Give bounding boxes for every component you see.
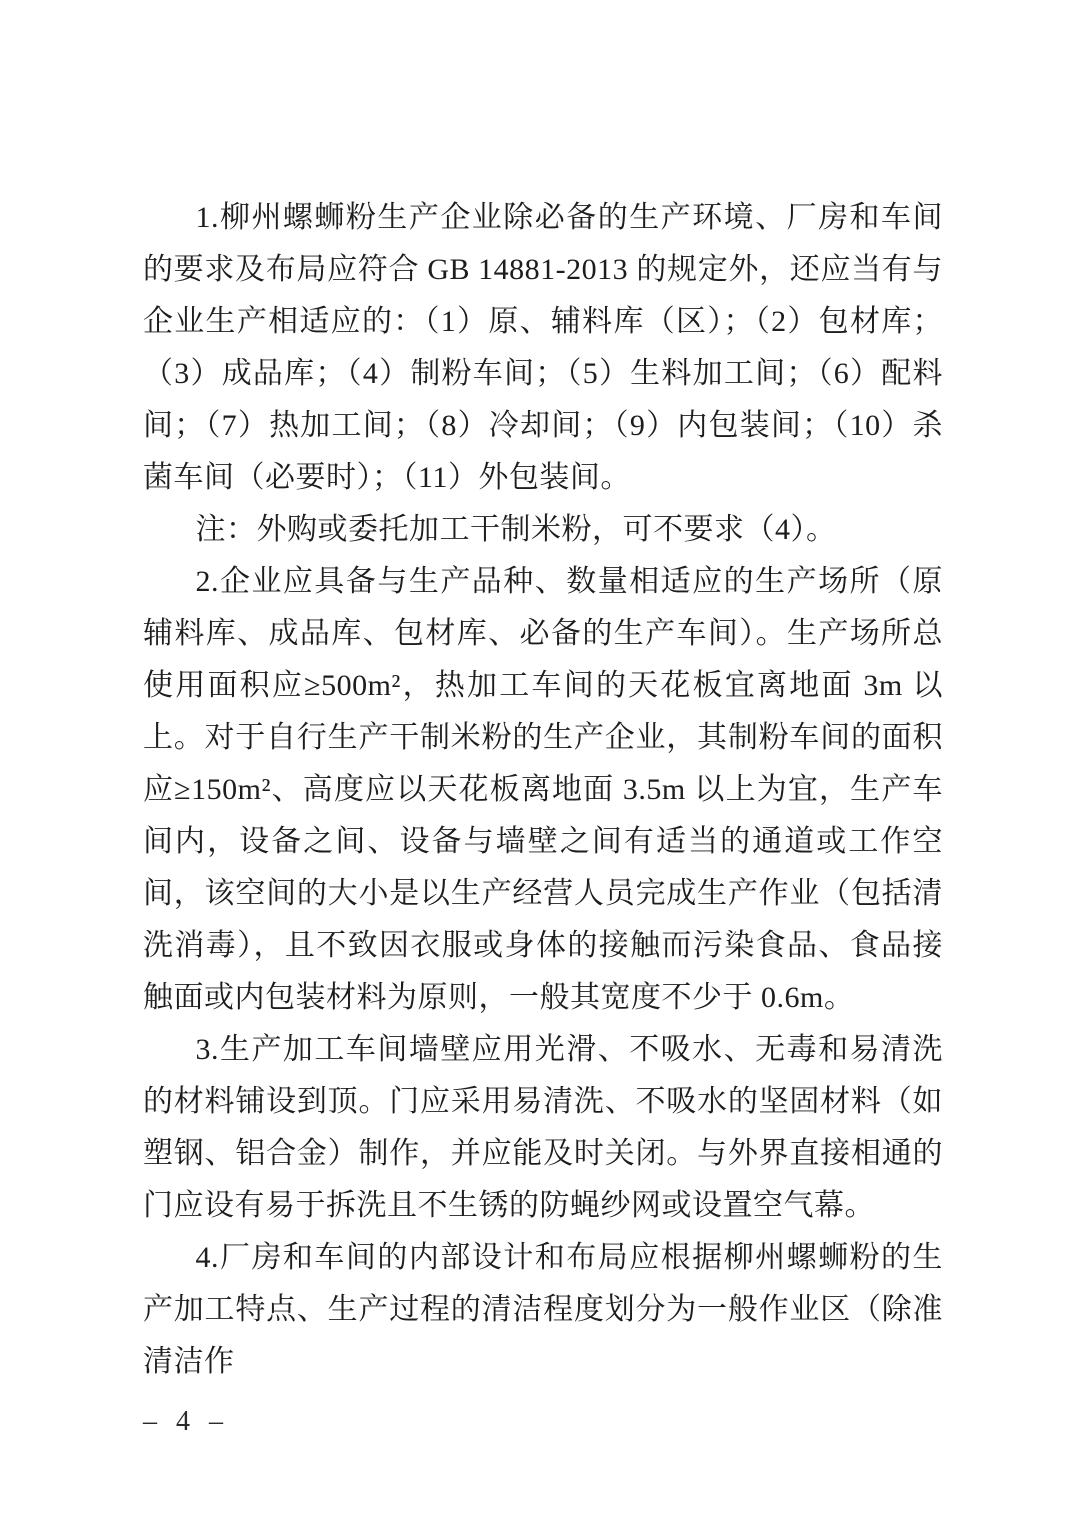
paragraph-requirements-list: 1.柳州螺蛳粉生产企业除必备的生产环境、厂房和车间的要求及布局应符合 GB 14881-2013 的规定外，还应当有与企业生产相适应的：（1）原、辅料库（区）；（2）包材库；（3）成品库；（4）制粉车间；（5）生料加工间；（6）配料间；（7）热加工间；（8）冷却间；（9）内包装间；（10）杀菌车间（必要时）；（11）外包装间。 — [143, 201, 943, 494]
document-body — [143, 192, 943, 1388]
page-number: – 4 – — [143, 1406, 229, 1437]
paragraph-production-site: 2.企业应具备与生产品种、数量相适应的生产场所（原辅料库、成品库、包材库、必备的生产车间）。生产场所总使用面积应≥500m²，热加工车间的天花板宜离地面 3m 以上。对于自行生产干制米粉的生产企业，其制粉车间的面积应≥150m²、高度应以天花板离地面 3.5m 以上为宜，生产车间内，设备之间、设备与墙壁之间有适当的通道或工作空间，该空间的大小是以生产经营人员完成生产作业（包括清洗消毒），且不致因衣服或身体的接触而污染食品、食品接触面或内包装材料为原则，一般其宽度不少于 0.6m。 — [143, 565, 943, 1014]
paragraph-note: 注：外购或委托加工干制米粉，可不要求（4）。 — [195, 513, 837, 546]
paragraph-workshop-walls: 3.生产加工车间墙壁应用光滑、不吸水、无毒和易清洗的材料铺设到顶。门应采用易清洗、不吸水的坚固材料（如塑钢、铝合金）制作，并应能及时关闭。与外界直接相通的门应设有易于拆洗且不生锈的防蝇纱网或设置空气幕。 — [143, 1033, 943, 1222]
paragraph-layout-design: 4.厂房和车间的内部设计和布局应根据柳州螺蛳粉的生产加工特点、生产过程的清洁程度划分为一般作业区（除准清洁作 — [143, 1241, 943, 1378]
